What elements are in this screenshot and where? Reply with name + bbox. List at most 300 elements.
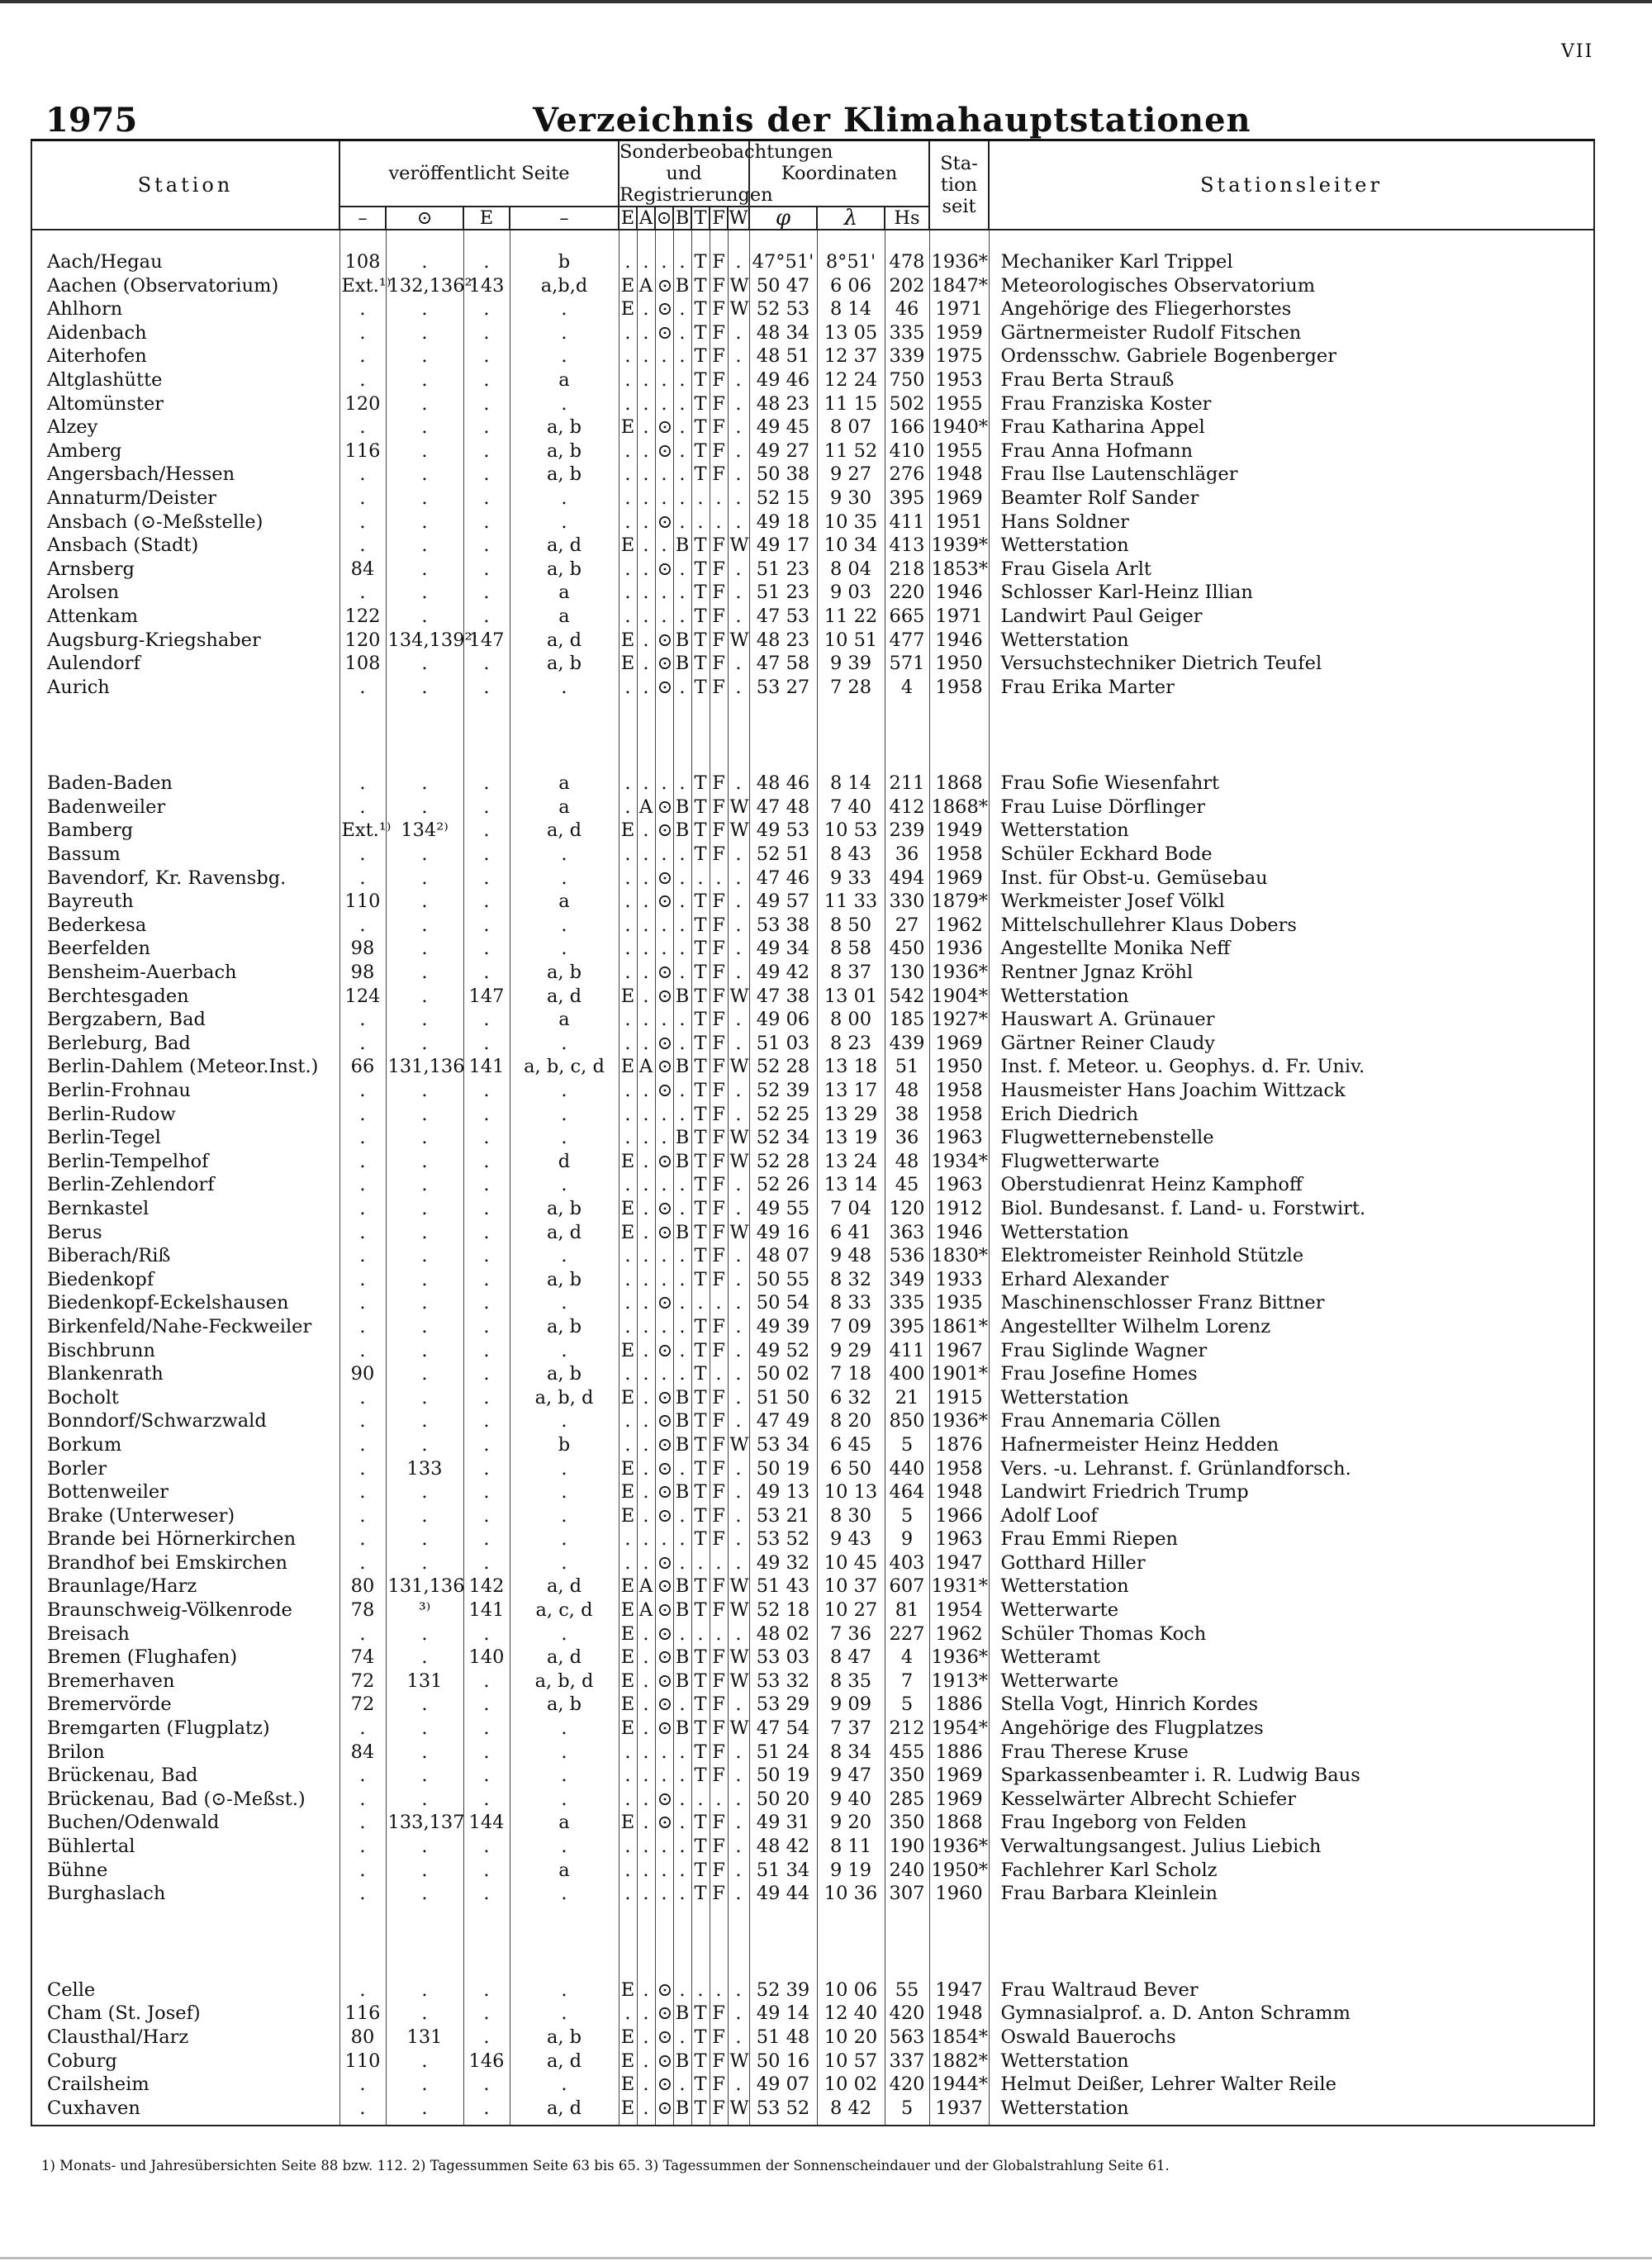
cell-pub-dash: . [339,1622,386,1646]
cell-pub-dash: . [339,1882,386,1906]
cell-sp-b: B [673,1126,691,1150]
cell-pub-e: . [463,1764,510,1788]
cell-pub-sun: . [386,1764,463,1788]
cell-sp-f: F [710,1221,728,1245]
cell-station: Braunschweig-Völkenrode [31,1599,339,1622]
table-row [31,1268,1594,1292]
cell-since: 1954* [929,1717,989,1741]
cell-pub-e: . [463,321,510,345]
cell-lat: 52 39 [749,1079,817,1103]
cell-sp-b: . [673,463,691,487]
cell-pub-letters: a, b [510,652,619,676]
cell-leader: Elektromeister Reinhold Stützle [989,1244,1594,1268]
cell-since: 1950 [929,1055,989,1079]
table-row [31,819,1594,843]
cell-station: Berlin-Rudow [31,1103,339,1127]
cell-sp-e: E [619,1599,637,1622]
table-row [31,321,1594,345]
cell-lat: 48 34 [749,321,817,345]
cell-pub-e: . [463,1551,510,1575]
cell-sp-b: B [673,1150,691,1174]
cell-pub-dash: . [339,1126,386,1150]
cell-height: 38 [885,1103,929,1127]
cell-sp-a: . [637,1480,655,1504]
cell-pub-e: . [463,416,510,439]
cell-sp-e: E [619,1055,637,1079]
cell-sp-w: . [728,1315,749,1339]
cell-pub-dash: . [339,1173,386,1197]
cell-sp-b: B [673,1575,691,1599]
cell-sp-t: T [691,985,710,1009]
cell-sp-a: . [637,2026,655,2050]
cell-height: 464 [885,1480,929,1504]
cell-lat: 49 32 [749,1551,817,1575]
cell-lat: 53 29 [749,1693,817,1717]
cell-pub-sun: . [386,321,463,345]
cell-sp-w: . [728,1291,749,1315]
cell-lat: 49 39 [749,1315,817,1339]
cell-pub-letters: . [510,1788,619,1812]
cell-since: 1963 [929,1527,989,1551]
cell-sp-a: . [637,1315,655,1339]
cell-lat: 47 49 [749,1409,817,1433]
cell-sp-t: . [691,1979,710,2002]
cell-pub-letters: a [510,796,619,819]
table-row [31,629,1594,653]
cell-pub-letters: . [510,321,619,345]
table-body [31,230,1594,2126]
cell-sp-t: T [691,1339,710,1363]
cell-sp-w: . [728,1788,749,1812]
cell-since: 1936* [929,250,989,274]
cell-pub-dash: 98 [339,961,386,985]
cell-lat: 49 18 [749,511,817,534]
cell-leader: Wetterstation [989,2097,1594,2121]
cell-lon: 6 06 [817,274,885,298]
cell-pub-letters: a, b [510,1268,619,1292]
cell-sp-b: . [673,1622,691,1646]
cell-lat: 52 26 [749,1173,817,1197]
table-row [31,344,1594,368]
cell-pub-sun: . [386,985,463,1009]
cell-sp-b: . [673,1882,691,1906]
cell-lon: 12 24 [817,368,885,392]
cell-sp-w: W [728,1599,749,1622]
cell-since: 1971 [929,605,989,629]
cell-leader: Erich Diedrich [989,1103,1594,1127]
cell-pub-dash: 116 [339,439,386,463]
cell-pub-sun: 133,137 [386,1811,463,1835]
cell-pub-dash: 116 [339,2002,386,2026]
cell-sp-f: F [710,1764,728,1788]
cell-pub-dash: . [339,843,386,867]
cell-pub-e: . [463,1173,510,1197]
cell-sp-sun: . [655,487,673,511]
table-row [31,1622,1594,1646]
cell-leader: Angehörige des Flugplatzes [989,1717,1594,1741]
cell-sp-a: . [637,1268,655,1292]
cell-pub-sun: 131 [386,1670,463,1694]
cell-sp-a: . [637,1433,655,1457]
cell-since: 1963 [929,1173,989,1197]
cell-sp-f: F [710,1670,728,1694]
table-row [31,416,1594,439]
cell-since: 1948 [929,1480,989,1504]
cell-pub-letters: . [510,392,619,416]
cell-sp-sun: ⊙ [655,2050,673,2074]
cell-sp-sun: ⊙ [655,1646,673,1670]
cell-lat: 52 28 [749,1055,817,1079]
cell-sp-sun: ⊙ [655,1551,673,1575]
cell-pub-e: . [463,676,510,700]
cell-pub-sun: . [386,1979,463,2002]
cell-pub-sun: . [386,1244,463,1268]
cell-height: 478 [885,250,929,274]
cell-since: 1969 [929,867,989,891]
cell-pub-sun: . [386,368,463,392]
cell-sp-t: T [691,1527,710,1551]
cell-sp-e: . [619,1291,637,1315]
cell-leader: Ordensschw. Gabriele Bogenberger [989,344,1594,368]
cell-sp-e: E [619,1575,637,1599]
cell-sp-t: T [691,1599,710,1622]
subheader-special: T [691,207,710,230]
cell-pub-sun: . [386,463,463,487]
cell-sp-t: . [691,487,710,511]
cell-sp-f: F [710,914,728,938]
cell-sp-f: F [710,1008,728,1032]
cell-sp-t: T [691,1386,710,1410]
cell-sp-sun: ⊙ [655,1622,673,1646]
cell-leader: Wetterwarte [989,1599,1594,1622]
cell-station: Biedenkopf [31,1268,339,1292]
table-row [31,368,1594,392]
cell-station: Bremervörde [31,1693,339,1717]
cell-sp-e: . [619,344,637,368]
cell-sp-e: . [619,392,637,416]
cell-pub-sun: . [386,1197,463,1221]
cell-pub-sun: . [386,1504,463,1528]
cell-pub-sun: . [386,1882,463,1906]
cell-sp-t: T [691,2097,710,2121]
cell-station: Bensheim-Auerbach [31,961,339,985]
cell-sp-a: . [637,961,655,985]
cell-sp-e: E [619,1670,637,1694]
cell-station: Berlin-Tegel [31,1126,339,1150]
cell-pub-dash: . [339,321,386,345]
cell-lon: 10 02 [817,2073,885,2097]
cell-sp-e: E [619,1457,637,1481]
cell-sp-e: . [619,1362,637,1386]
cell-sp-t: T [691,1362,710,1386]
cell-lat: 47°51' [749,250,817,274]
cell-since: 1886 [929,1693,989,1717]
cell-pub-sun: . [386,558,463,582]
cell-height: 363 [885,1221,929,1245]
cell-sp-w: . [728,1693,749,1717]
bottom-rule [0,2257,1652,2259]
cell-pub-letters: a, d [510,1646,619,1670]
cell-sp-a: . [637,1197,655,1221]
cell-pub-dash: . [339,1527,386,1551]
cell-since: 1934* [929,1150,989,1174]
table-row [31,439,1594,463]
cell-sp-sun: ⊙ [655,1670,673,1694]
cell-sp-f: F [710,274,728,298]
cell-pub-letters: . [510,2073,619,2097]
cell-leader: Kesselwärter Albrecht Schiefer [989,1788,1594,1812]
cell-station: Aurich [31,676,339,700]
cell-lat: 48 23 [749,629,817,653]
cell-sp-sun: . [655,463,673,487]
cell-pub-sun: . [386,2050,463,2074]
cell-sp-sun: ⊙ [655,1079,673,1103]
cell-pub-sun: . [386,1150,463,1174]
cell-lon: 9 20 [817,1811,885,1835]
cell-lon: 13 29 [817,1103,885,1127]
cell-pub-e: 147 [463,629,510,653]
cell-pub-dash: 78 [339,1599,386,1622]
cell-pub-letters: a, b, d [510,1386,619,1410]
cell-sp-f: F [710,2073,728,2097]
cell-height: 285 [885,1788,929,1812]
cell-station: Bremen (Flughafen) [31,1646,339,1670]
cell-leader: Flugwetterwarte [989,1150,1594,1174]
cell-sp-b: B [673,2002,691,2026]
cell-pub-letters: a, d [510,985,619,1009]
cell-station: Brückenau, Bad (⊙-Meßst.) [31,1788,339,1812]
cell-sp-w: W [728,1126,749,1150]
cell-sp-w: W [728,1575,749,1599]
cell-sp-w: . [728,914,749,938]
cell-lon: 13 01 [817,985,885,1009]
cell-sp-t: T [691,344,710,368]
cell-pub-dash: . [339,676,386,700]
cell-sp-w: . [728,961,749,985]
cell-sp-a: A [637,1599,655,1622]
cell-pub-e: . [463,511,510,534]
cell-pub-letters: a, b [510,439,619,463]
cell-sp-a: . [637,1670,655,1694]
cell-pub-e: . [463,867,510,891]
cell-sp-e: E [619,1693,637,1717]
cell-pub-dash: 66 [339,1055,386,1079]
cell-leader: Frau Erika Marter [989,676,1594,700]
cell-sp-a: . [637,368,655,392]
cell-lon: 8 58 [817,937,885,961]
cell-sp-f: . [710,1979,728,2002]
cell-sp-w: . [728,1622,749,1646]
cell-lat: 47 58 [749,652,817,676]
cell-since: 1947 [929,1979,989,2002]
cell-pub-letters: . [510,1717,619,1741]
cell-pub-sun: . [386,1362,463,1386]
cell-since: 1969 [929,1764,989,1788]
cell-since: 1936* [929,1835,989,1859]
cell-station: Arolsen [31,581,339,605]
subheader-pub: – [339,207,386,230]
cell-sp-b: . [673,772,691,796]
subheader-special: A [637,207,655,230]
cell-lat: 52 28 [749,1150,817,1174]
subheader-special: ⊙ [656,207,672,229]
cell-sp-b: . [673,1032,691,1056]
cell-height: 450 [885,937,929,961]
cell-sp-t: T [691,1670,710,1694]
cell-sp-t: T [691,1409,710,1433]
cell-height: 227 [885,1622,929,1646]
cell-lon: 9 30 [817,487,885,511]
cell-sp-b: . [673,890,691,914]
cell-lat: 49 57 [749,890,817,914]
cell-height: 36 [885,1126,929,1150]
cell-leader: Wetterstation [989,2050,1594,2074]
cell-pub-letters: a [510,368,619,392]
cell-pub-e: . [463,1197,510,1221]
cell-pub-dash: . [339,1197,386,1221]
cell-sp-b: B [673,1055,691,1079]
table-row [31,1859,1594,1883]
cell-pub-dash: 110 [339,890,386,914]
cell-pub-sun: . [386,392,463,416]
cell-leader: Hafnermeister Heinz Hedden [989,1433,1594,1457]
table-row [31,1457,1594,1481]
table-row [31,463,1594,487]
cell-sp-t: T [691,297,710,321]
cell-sp-w: . [728,605,749,629]
cell-sp-sun: ⊙ [655,1197,673,1221]
cell-sp-f: F [710,1268,728,1292]
cell-sp-w: W [728,274,749,298]
cell-pub-e: . [463,534,510,558]
cell-sp-t: . [691,1551,710,1575]
cell-lat: 49 14 [749,2002,817,2026]
cell-since: 1853* [929,558,989,582]
table-row [31,558,1594,582]
cell-pub-dash: . [339,534,386,558]
cell-sp-a: . [637,772,655,796]
cell-pub-e: . [463,1103,510,1127]
cell-sp-sun: ⊙ [655,1150,673,1174]
cell-pub-e: . [463,890,510,914]
page-number: VII [1561,41,1594,62]
cell-leader: Landwirt Friedrich Trump [989,1480,1594,1504]
cell-sp-f: F [710,961,728,985]
cell-height: 403 [885,1551,929,1575]
cell-pub-dash: 122 [339,605,386,629]
table-row [31,676,1594,700]
cell-lat: 51 23 [749,558,817,582]
cell-sp-e: . [619,558,637,582]
cell-pub-letters: a [510,1008,619,1032]
cell-sp-sun: ⊙ [655,676,673,700]
cell-lat: 51 24 [749,1741,817,1765]
cell-station: Brandhof bei Emskirchen [31,1551,339,1575]
cell-station: Bottenweiler [31,1480,339,1504]
cell-leader: Frau Therese Kruse [989,1741,1594,1765]
cell-leader: Schlosser Karl-Heinz Illian [989,581,1594,605]
cell-sp-e: . [619,250,637,274]
cell-pub-dash: 84 [339,558,386,582]
cell-height: 45 [885,1173,929,1197]
cell-pub-e: 144 [463,1811,510,1835]
cell-lat: 52 15 [749,487,817,511]
cell-sp-w: W [728,1433,749,1457]
cell-sp-b: . [673,1244,691,1268]
cell-sp-f: F [710,1646,728,1670]
cell-sp-sun: . [655,772,673,796]
table-row [31,1173,1594,1197]
cell-sp-t: T [691,1221,710,1245]
cell-station: Bühne [31,1859,339,1883]
cell-lat: 50 16 [749,2050,817,2074]
cell-sp-f: F [710,1126,728,1150]
cell-sp-e: E [619,1150,637,1174]
cell-lon: 8 11 [817,1835,885,1859]
cell-sp-a: . [637,1622,655,1646]
cell-lat: 49 45 [749,416,817,439]
cell-pub-sun: . [386,867,463,891]
cell-pub-dash: . [339,511,386,534]
table-row [31,843,1594,867]
cell-sp-t: T [691,2050,710,2074]
cell-sp-sun: ⊙ [655,1409,673,1433]
cell-sp-b: . [673,558,691,582]
cell-pub-sun: . [386,1480,463,1504]
cell-lon: 9 09 [817,1693,885,1717]
cell-pub-letters: . [510,1339,619,1363]
cell-sp-f: F [710,1032,728,1056]
cell-lat: 48 51 [749,344,817,368]
cell-sp-b: . [673,1788,691,1812]
cell-lon: 7 04 [817,1197,885,1221]
cell-height: 185 [885,1008,929,1032]
cell-lat: 51 43 [749,1575,817,1599]
cell-sp-e: E [619,1979,637,2002]
table-row [31,914,1594,938]
cell-height: 350 [885,1811,929,1835]
cell-lat: 52 51 [749,843,817,867]
cell-lon: 6 50 [817,1457,885,1481]
cell-pub-dash: . [339,1032,386,1056]
cell-height: 218 [885,558,929,582]
header-published: veröffentlicht Seite [339,140,619,207]
table-row [31,1315,1594,1339]
cell-sp-w: . [728,1103,749,1127]
cell-sp-f: F [710,605,728,629]
cell-sp-a: . [637,392,655,416]
cell-height: 7 [885,1670,929,1694]
cell-sp-e: E [619,2050,637,2074]
cell-sp-e: . [619,1882,637,1906]
cell-pub-letters: . [510,1032,619,1056]
cell-sp-f: . [710,487,728,511]
cell-lat: 47 53 [749,605,817,629]
cell-pub-sun: . [386,914,463,938]
cell-sp-e: E [619,1646,637,1670]
cell-pub-e: . [463,937,510,961]
cell-height: 202 [885,274,929,298]
cell-sp-a: . [637,1126,655,1150]
cell-sp-f: F [710,1457,728,1481]
cell-lat: 50 19 [749,1457,817,1481]
cell-sp-w: . [728,2073,749,2097]
cell-sp-a: . [637,1339,655,1363]
cell-lon: 8 50 [817,914,885,938]
cell-sp-b: . [673,914,691,938]
cell-sp-a: A [637,1055,655,1079]
cell-station: Biberach/Riß [31,1244,339,1268]
